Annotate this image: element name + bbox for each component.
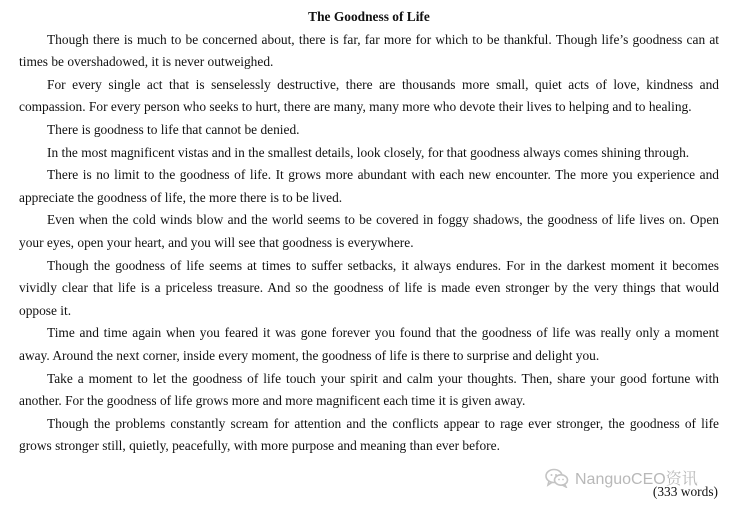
paragraph-10: Though the problems constantly scream for attention and the conflicts appear to rage ever stronger, the goodness of life grows stronger still, quietly, peacefully, with more purpose and meaning than ever before. [19,415,719,454]
paragraph-2: For every single act that is senselessly destructive, there are thousands more small, quiet acts of love, kindness and compassion. For every person who seeks to hurt, there are many, many more who devote their lives to helping and to healing. [19,76,719,115]
paragraph-8: Time and time again when you feared it was gone forever you found that the goodness of life was really only a moment away. Around the next corner, inside every moment, the goodness of life is there to surprise and delight you. [19,325,719,363]
paragraph-1: Though there is much to be concerned about, there is far, far more for which to be thankful. Though life’s goodness can at times be overshadowed, it is never outweighed. [19,31,719,70]
word-count: (333 words) [652,484,718,499]
paragraph-9: Take a moment to let the goodness of life touch your spirit and calm your thoughts. Then, share your good fortune with another. For the goodness of life grows more and more magnificent each time it is given away. [19,370,719,409]
paragraph-6: Even when the cold winds blow and the world seems to be covered in foggy shadows, the goodness of life lives on. Open your eyes, open your heart, and you will see that goodness is everywhere. [19,212,719,250]
paragraph-4: In the most magnificent vistas and in the smallest details, look closely, for that goodness always comes shining through. [47,144,690,160]
document [19,6,719,458]
wechat-icon [545,468,569,488]
paragraph-7: Though the goodness of life seems at times to suffer setbacks, it always endures. For in the darkest moment it becomes vividly clear that life is a priceless treasure. And so the goodness of life is made even stronger by the very things that would oppose it. [19,257,719,318]
watermark-text: NanguoCEO资讯 [575,471,698,488]
document-title: The Goodness of Life [308,9,430,24]
paragraph-3: There is goodness to life that cannot be denied. [47,121,300,137]
paragraph-5: There is no limit to the goodness of life. It grows more abundant with each new encounter. The more you experience and appreciate the goodness of life, the more there is to be lived. [19,167,719,205]
